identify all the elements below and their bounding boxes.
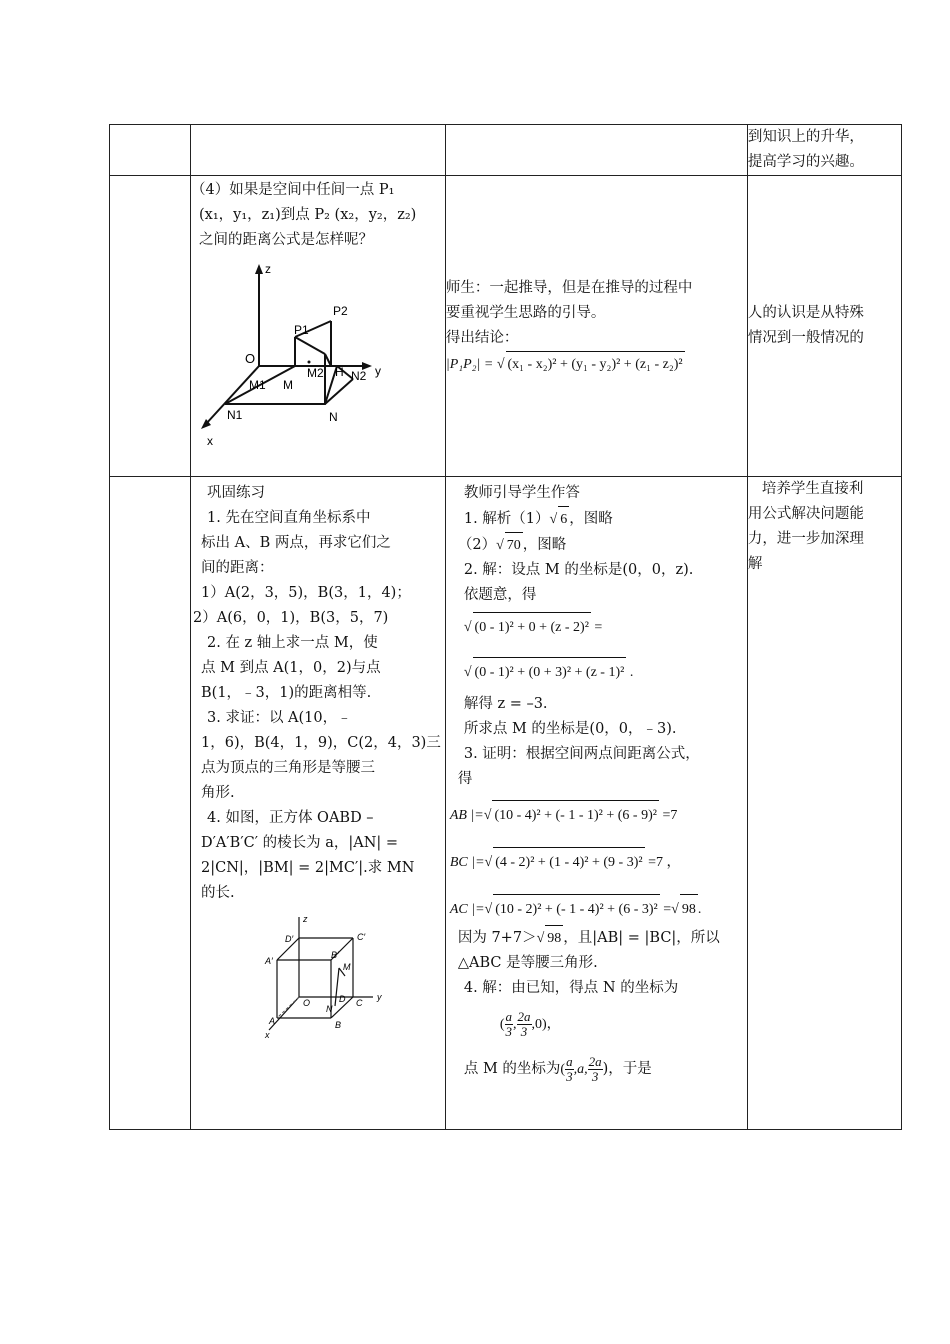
exercise-line: 点 M 到点 A(1，0，2)与点 [201, 660, 381, 676]
equation-1: √ (0 - 1)² + 0 + (z - 2)² = [450, 612, 743, 643]
axis-label: y [375, 364, 381, 378]
exercise-line: 点为顶点的三角形是等腰三 [201, 760, 375, 776]
purpose-line: 人的认识是从特殊 [747, 305, 864, 321]
exercise-line: 的长. [201, 885, 235, 901]
distance-formula [446, 357, 685, 372]
axis-label: z [303, 914, 308, 924]
teacher-line: 师生：一起推导，但是在推导的过程中 [445, 279, 693, 296]
exercise-line: 2|CN|，|BM| = 2|MC′|.求 MN [201, 860, 415, 876]
solution-line: 解得 z = –3. [463, 696, 548, 712]
purpose-line: 力，进一步加深理 [747, 531, 864, 547]
vertex-label: D [339, 994, 346, 1004]
axis-label: y [377, 992, 382, 1002]
point-label: M1 [249, 378, 266, 392]
axis-label: x [207, 434, 213, 448]
frac-num: a [505, 1009, 513, 1025]
activity-cell [445, 176, 747, 477]
table-row [110, 176, 902, 477]
solution-text: ，且|AB| = |BC|，所以 [563, 930, 720, 946]
coord-m [450, 1051, 743, 1088]
equation-op: . [697, 902, 702, 917]
sqrt-value: 70 [505, 532, 523, 558]
equation-lhs: BC |= [449, 855, 485, 870]
exercise-line: 标出 A、B 两点，再求它们之 [201, 535, 391, 551]
solution-1b: （2）√ 70 ，图略 [450, 532, 743, 558]
activity-cell [445, 477, 747, 1130]
frac-num: a [566, 1054, 573, 1070]
equation-2: √ (0 - 1)² + (0 + 3)² + (z - 1)² . [450, 657, 743, 688]
paren: ( [499, 1017, 505, 1032]
equation-result: =7 [662, 808, 678, 823]
solution-text: （2） [457, 537, 497, 553]
point-label: H [335, 365, 344, 379]
exercise-title: 巩固练习 [207, 485, 265, 501]
point-label: P1 [294, 323, 309, 337]
sqrt-value: 98 [680, 894, 698, 925]
solution-line: 所求点 M 的坐标是(0，0，﹣3). [463, 721, 677, 737]
purpose-line: 用公式解决问题能 [747, 506, 864, 522]
exercise-line: 间的距离： [201, 560, 274, 576]
frac-den: 3 [505, 1024, 513, 1040]
formula-lhs: |P₁P₂| = [445, 356, 494, 372]
solution-text: ，图略 [522, 537, 567, 553]
exercise-line: 1. 先在空间直角坐标系中 [207, 510, 371, 526]
sqrt-sign: √ [496, 356, 505, 372]
point-label: N1 [227, 408, 243, 422]
equation-lhs: AB |= [449, 808, 484, 823]
solution-head: 教师引导学生作答 [463, 485, 580, 501]
solution-line: 3. 证明：根据空间两点间距离公式， [463, 746, 700, 762]
exercise-line: 2）A(6，0，1)，B(3，5，7) [193, 610, 389, 626]
exercise-line: 角形. [201, 785, 235, 801]
solution-text: 1. 解析（1） [463, 511, 550, 527]
solution-text: )，于是 [602, 1061, 652, 1077]
equation-radicand: (10 - 4)² + (- 1 - 1)² + (6 - 9)² [492, 800, 659, 831]
exercise-line: D′A′B′C′ 的棱长为 a，|AN| = [201, 835, 399, 851]
table-row [110, 477, 902, 1130]
point-label: N [329, 410, 338, 424]
point-label: O [245, 351, 256, 366]
content-cell [191, 176, 446, 477]
coord-n: ( $\frac{a}{3}$ , $\frac{2a}{3}$ ,0)， [499, 1009, 561, 1040]
point-label: M [343, 962, 351, 972]
axis-label: z [265, 262, 271, 276]
frac-den: 3 [591, 1069, 599, 1085]
solution-line: 依题意，得 [463, 587, 537, 603]
axis-label: x [265, 1030, 270, 1040]
solution-line: △ABC 是等腰三角形. [457, 955, 598, 971]
purpose-line: 提高学习的兴趣。 [747, 154, 864, 170]
equation-bc: BC |=√ (4 - 2)² + (1 - 4)² + (9 - 3)² =7 ， [450, 847, 743, 878]
paren: ( [560, 1062, 566, 1077]
equation-radicand: (0 - 1)² + (0 + 3)² + (z - 1)² [473, 657, 627, 688]
teacher-line: 得出结论： [445, 329, 519, 346]
stage-cell [110, 477, 191, 1130]
exercise-line: 1）A(2，3，5)，B(3，1，4)； [201, 585, 411, 601]
table-row [110, 125, 902, 176]
vertex-label: D′ [285, 934, 294, 944]
coord-mid: ,a, [573, 1062, 588, 1077]
purpose-cell [747, 176, 901, 477]
frac-num: 2a [588, 1054, 602, 1070]
formula-radicand: (x₁ - x₂)² + (y₁ - y₂)² + (z₁ - z₂)² [506, 351, 685, 377]
equation-radicand: (0 - 1)² + 0 + (z - 2)² [473, 612, 591, 643]
vertex-label: C [356, 998, 363, 1008]
content-cell [191, 477, 446, 1130]
solution-text: ，图略 [569, 511, 613, 527]
exercise-line: 1，6)，B(4，1，9)，C(2，4，3)三 [201, 735, 441, 751]
vertex-label: B [335, 1020, 342, 1030]
vertex-label: A [269, 1016, 276, 1026]
question-line: （4）如果是空间中任间一点 P₁ [191, 182, 395, 198]
solution-line: 2. 解：设点 M 的坐标是(0，0，z). [463, 562, 694, 578]
point-label: N [326, 1004, 333, 1014]
exercise-line: B(1，﹣3，1)的距离相等. [201, 685, 372, 701]
vertex-label: A′ [265, 956, 273, 966]
exercise-line: 4. 如图，正方体 OABD – [207, 810, 374, 826]
vertex-label: O [303, 998, 311, 1008]
exercise-line: 3. 求证：以 A(10，﹣ [207, 710, 352, 726]
vertex-label: B′ [331, 950, 339, 960]
equation-op: = [594, 620, 603, 635]
lesson-table [109, 124, 902, 1130]
equation-lhs: AC |= [449, 902, 485, 917]
frac-den: 3 [566, 1069, 573, 1085]
purpose-line: 情况到一般情况的 [747, 330, 864, 346]
purpose-line: 解 [747, 556, 763, 572]
equation-radicand: (4 - 2)² + (1 - 4)² + (9 - 3)² [493, 847, 644, 878]
point-label: M [283, 378, 293, 392]
purpose-cell [747, 125, 901, 176]
equation-radicand: (10 - 2)² + (- 1 - 4)² + (6 - 3)² [493, 894, 660, 925]
solution-1a: 1. 解析（1）√ 6 ，图略 [450, 506, 743, 532]
equation-result: =7 ， [648, 855, 681, 870]
cube-figure [263, 912, 393, 1040]
content-cell [191, 125, 446, 176]
activity-cell [445, 125, 747, 176]
question-line: 之间的距离公式是怎样呢？ [199, 232, 373, 248]
coord-tail: ,0)， [531, 1017, 561, 1032]
sqrt-value: 6 [558, 506, 569, 532]
point-label: N2 [351, 369, 367, 383]
stage-cell [110, 176, 191, 477]
equation-op: = [663, 902, 672, 917]
conclusion-line: 因为 7+7＞√ 98 ，且|AB| = |BC|，所以 [450, 925, 743, 951]
purpose-line: 培养学生直接利 [761, 481, 864, 497]
equation-ab: AB |=√ (10 - 4)² + (- 1 - 1)² + (6 - 9)² =7 [450, 800, 743, 831]
solution-text: 点 M 的坐标为 [463, 1061, 561, 1077]
solution-line: 得 [457, 771, 473, 787]
frac-den: 3 [520, 1024, 528, 1040]
question-line: (x₁，y₁，z₁)到点 P₂ (x₂，y₂，z₂) [199, 207, 417, 223]
teacher-line: 要重视学生思路的引导。 [445, 304, 606, 321]
exercise-line: 2. 在 z 轴上求一点 M，使 [207, 635, 378, 651]
point-label: P2 [333, 304, 348, 318]
solution-text: 因为 7+7＞ [457, 930, 537, 946]
equation-ac: AC |=√ (10 - 2)² + (- 1 - 4)² + (6 - 3)² =√ 98 . [450, 894, 743, 925]
sqrt-value: 98 [545, 925, 563, 951]
purpose-cell [747, 477, 901, 1130]
purpose-line: 到知识上的升华， [747, 129, 864, 145]
frac-num: 2a [517, 1009, 531, 1025]
vertex-label: C′ [357, 932, 366, 942]
equation-op: . [629, 665, 634, 680]
point-label: M2 [307, 366, 324, 380]
coordinate-distance-figure [197, 259, 397, 455]
solution-line: 4. 解：由已知，得点 N 的坐标为 [463, 980, 679, 996]
stage-cell [110, 125, 191, 176]
